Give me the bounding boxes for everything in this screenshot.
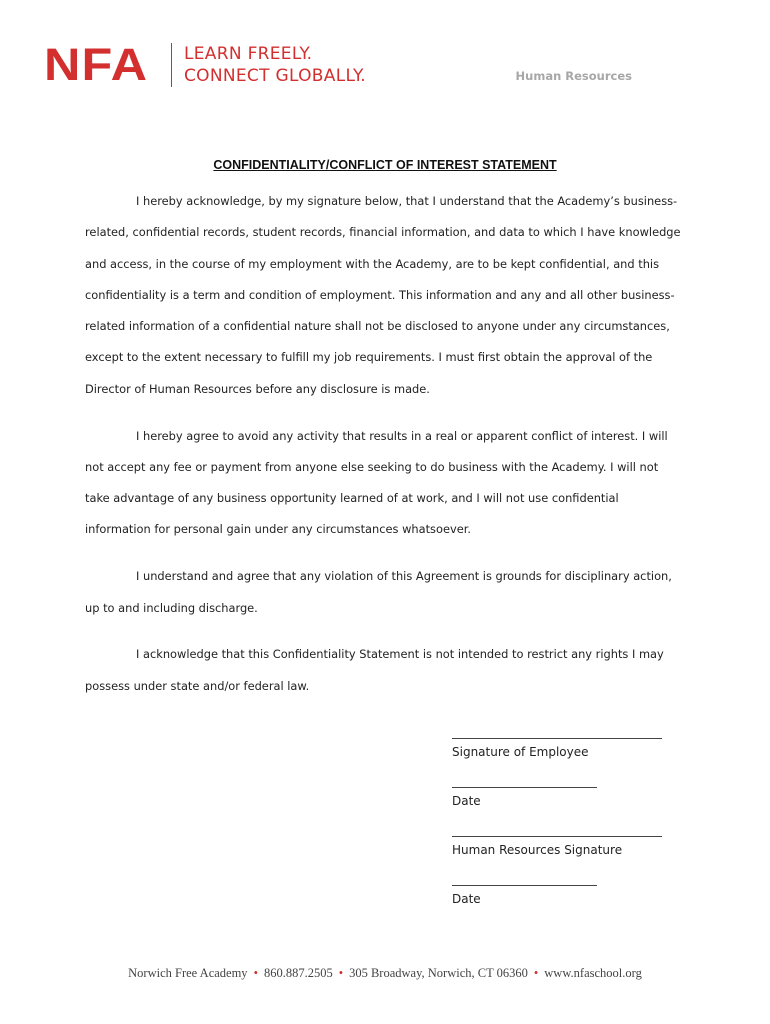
employee-signature-label: Signature of Employee xyxy=(452,745,589,759)
footer-phone: 860.887.2505 xyxy=(263,966,333,980)
signature-block xyxy=(452,726,682,910)
signature-line xyxy=(452,824,662,837)
tagline-line-1: LEARN FREELY. xyxy=(184,43,313,64)
signature-line xyxy=(452,873,597,886)
tagline-line-2: CONNECT GLOBALLY. xyxy=(184,65,366,86)
employee-signature-field xyxy=(452,726,682,763)
employee-date-label: Date xyxy=(452,794,481,808)
employee-date-field xyxy=(452,775,682,812)
document-body xyxy=(85,186,685,717)
hr-signature-field xyxy=(452,824,682,861)
logo-mark: NFA xyxy=(44,39,149,90)
paragraph-confidentiality: I hereby acknowledge, by my signature below, that I understand that the Academy’s business-related, confidential records, student records, financial information, and data to which I have knowledge and access, in the course of my employment with the Academy, are to be kept confidential, and this confidentiality is a term and condition of employment. This information and any and all other business-related information of a confidential nature shall not be disclosed to anyone under any circumstances, except to the extent necessary to fulfill my job requirements. I must first obtain the approval of the Director of Human Resources before any disclosure is made. xyxy=(85,194,681,396)
department-label: Human Resources xyxy=(515,69,632,83)
document-title: CONFIDENTIALITY/CONFLICT OF INTEREST STATEMENT xyxy=(213,158,557,172)
signature-line xyxy=(452,726,662,739)
footer-name: Norwich Free Academy xyxy=(128,966,248,980)
logo-tagline xyxy=(184,43,366,87)
footer-separator: • xyxy=(338,966,344,980)
paragraph-violation: I understand and agree that any violation of this Agreement is grounds for disciplinary action, up to and including discharge. xyxy=(85,569,672,615)
hr-date-label: Date xyxy=(452,892,481,906)
hr-date-field xyxy=(452,873,682,910)
paragraph-conflict-of-interest: I hereby agree to avoid any activity that results in a real or apparent conflict of interest. I will not accept any fee or payment from anyone else seeking to do business with the Academy. I will not take advantage of any business opportunity learned of at work, and I will not use confidential information for personal gain under any circumstances whatsoever. xyxy=(85,428,668,537)
footer-address: 305 Broadway, Norwich, CT 06360 xyxy=(349,966,528,980)
nfa-logo xyxy=(44,39,366,90)
paragraph-rights: I acknowledge that this Confidentiality Statement is not intended to restrict any rights I may possess under state and/or federal law. xyxy=(85,647,664,693)
footer-website: www.nfaschool.org xyxy=(544,966,642,980)
footer xyxy=(0,966,770,981)
footer-separator: • xyxy=(533,966,539,980)
signature-line xyxy=(452,775,597,788)
footer-separator: • xyxy=(253,966,258,980)
hr-signature-label: Human Resources Signature xyxy=(452,843,623,857)
